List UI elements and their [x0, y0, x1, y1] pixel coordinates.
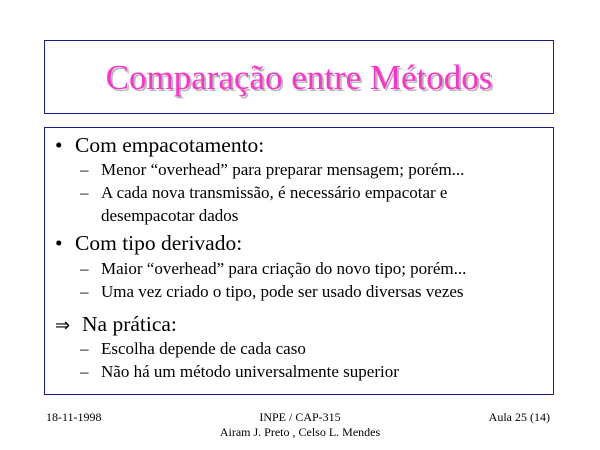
dash-icon: –: [80, 339, 89, 358]
bullet-item-in-practice: [55, 312, 177, 338]
title-frame: [44, 40, 554, 114]
dash-icon: –: [80, 183, 89, 202]
content-frame: [44, 127, 554, 395]
sub-item-text: Uma vez criado o tipo, pode ser usado diversas vezes: [101, 282, 464, 301]
sub-item: [80, 182, 447, 203]
bullet-icon: •: [55, 133, 63, 157]
dash-icon: –: [80, 362, 89, 381]
sub-item-text: Escolha depende de cada caso: [101, 339, 306, 358]
slide-title: Comparação entre Métodos: [105, 58, 493, 97]
footer-institution: INPE / CAP-315: [259, 410, 341, 424]
dash-icon: –: [80, 282, 89, 301]
footer-lecture-number: Aula 25 (14): [488, 410, 550, 424]
sub-item: [80, 361, 399, 382]
implies-arrow-icon: ⇒: [55, 315, 71, 336]
bullet-item-derived-type: [55, 231, 242, 255]
sub-item: [80, 338, 306, 359]
bullet-icon: •: [55, 231, 63, 255]
sub-item-text: Menor “overhead” para preparar mensagem; porém...: [101, 160, 465, 179]
bullet-item-packing: [55, 133, 264, 157]
bullet-text: Com empacotamento:: [75, 133, 265, 157]
bullet-text: Com tipo derivado:: [75, 231, 243, 255]
dash-icon: –: [80, 160, 89, 179]
sub-item-text: Maior “overhead” para criação do novo tipo; porém...: [101, 259, 467, 278]
sub-item-continuation: desempacotar dados: [101, 206, 239, 225]
sub-item: [80, 258, 466, 279]
bullet-text: Na prática:: [82, 312, 177, 336]
sub-item-text: A cada nova transmissão, é necessário empacotar e: [101, 183, 448, 202]
footer-authors: Airam J. Preto , Celso L. Mendes: [219, 425, 381, 439]
sub-item-text: Não há um método universalmente superior: [101, 362, 399, 381]
sub-item: [80, 159, 464, 180]
footer-date: 18-11-1998: [46, 410, 102, 424]
dash-icon: –: [80, 259, 89, 278]
sub-item: [80, 281, 464, 302]
